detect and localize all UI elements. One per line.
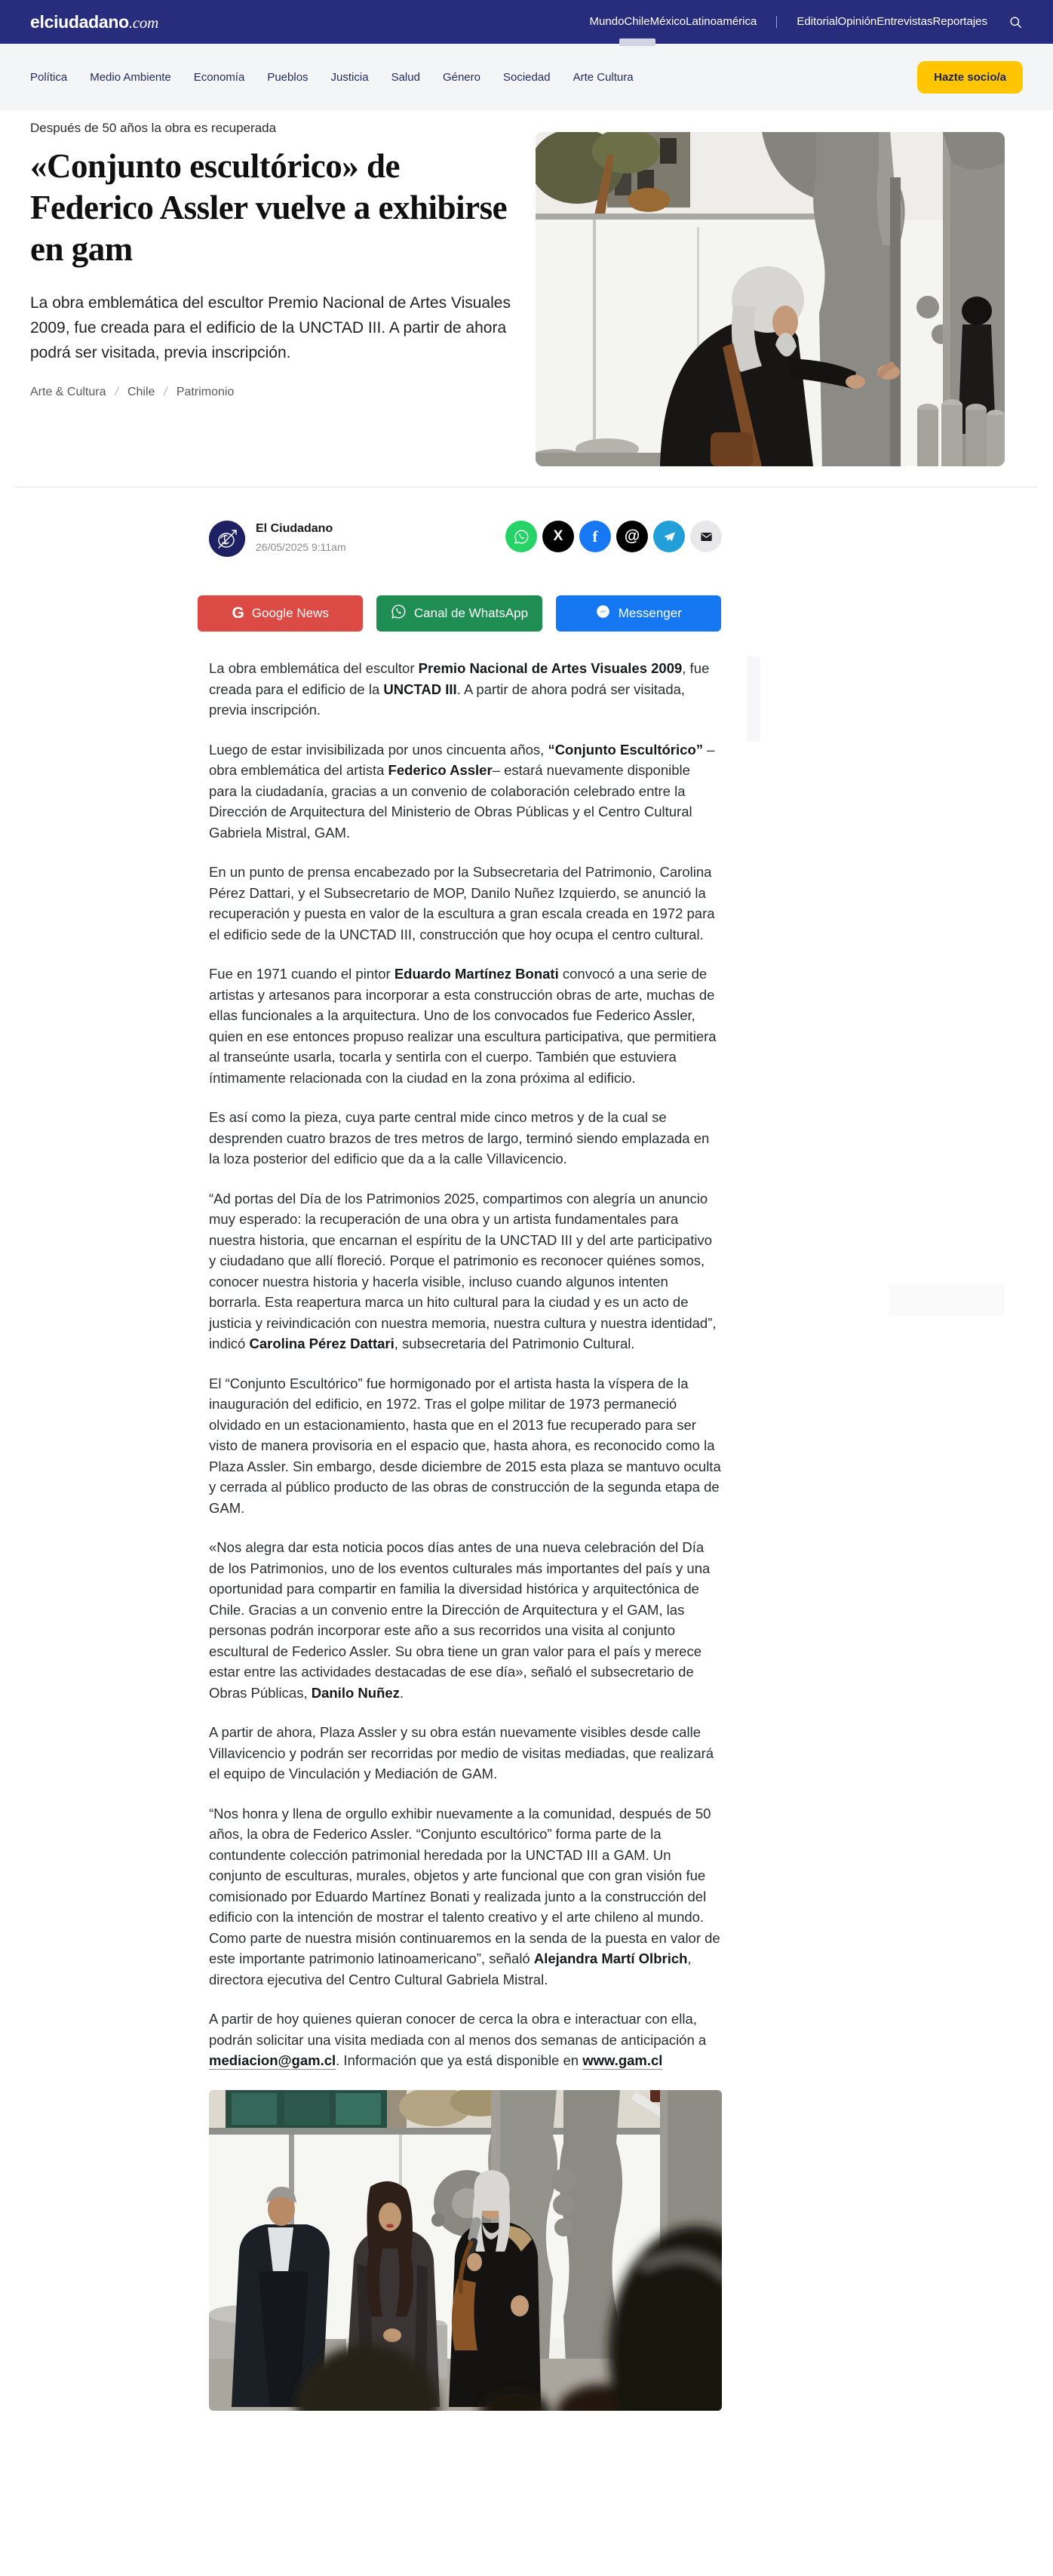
paragraph: “Nos honra y llena de orgullo exhibir nuevamente a la comunidad, después de 50 años, la obra de Federico Assler. “Conjunto escultórico” forma parte de la contundente colección patrimonial heredada por la UNCTAD III a GAM. Un conjunto de esculturas, murales, objetos y arte funcional que con gran visión fue comisionado por Eduardo Martínez Bonati y realizada junto a la construcción del edificio con la intención de mostrar el talento creativo y el arte chileno al mundo. Como parte de nuestra misión continuaremos en la senda de la puesta en valor de este importante patrimonio latinoamericano”, señaló Alejandra Martí Olbrich, directora ejecutiva del Centro Cultural Gabriela Mistral. [209, 1805, 720, 1987]
follow-button[interactable] [198, 595, 363, 632]
ad-placeholder [889, 1283, 1005, 1316]
section-nav-item[interactable]: Arte Cultura [573, 70, 634, 84]
topnav-item[interactable]: Latinoamérica [686, 15, 757, 28]
section-nav-item[interactable]: Pueblos [267, 70, 309, 84]
author-name[interactable]: El Ciudadano [256, 522, 333, 535]
follow-button-icon [391, 604, 407, 623]
follow-buttons [198, 595, 721, 632]
section-nav-item[interactable]: Salud [391, 70, 420, 84]
share-button[interactable]: f [579, 521, 611, 552]
site-logo-main: elciudadano [30, 11, 129, 32]
inline-photo [209, 2090, 722, 2411]
topnav-divider [776, 16, 777, 28]
share-row [505, 521, 722, 552]
body-link[interactable]: mediacion@gam.cl [209, 2052, 336, 2068]
section-nav [0, 44, 1053, 110]
site-logo-suffix: .com [128, 13, 158, 32]
follow-button-label: Canal de WhatsApp [413, 606, 529, 620]
publish-date: 26/05/2025 9:11am [256, 541, 346, 553]
avatar [209, 521, 245, 557]
section-nav-item[interactable]: Sociedad [503, 70, 551, 84]
category-link[interactable]: Arte & Cultura [30, 386, 106, 399]
become-member-button[interactable]: Hazte socio/a [917, 61, 1023, 94]
paragraph: «Nos alegra dar esta noticia pocos días antes de una nueva celebración del Día de los Patrimonios, uno de los eventos culturales más importantes del país y una oportunidad para compartir en familia la diversidad histórica y arquitectónica de Chile. Gracias a un convenio entre la Dirección de Arquitectura y el GAM, las personas podrán incorporar este año a sus recorridos una visita al conjunto escultural de Federico Assler. Su obra tiene un gran valor para el país y merece estar entre las actividades destacadas de ese día», señaló el subsecretario de Obras Públicas, Danilo Nuñez. [209, 1539, 711, 1701]
category-link[interactable]: Chile [127, 386, 155, 399]
paragraph: Fue en 1971 cuando el pintor Eduardo Martínez Bonati convocó a una serie de artistas y artesanos para incorporar a esta construcción obras de arte, muchas de ellas funcionales a la arquitectura. Uno de los convocados fue Federico Assler, quien en ese entonces propuso realizar una escultura participativa, que permitiera al transeúnte usarla, tocarla y sentirla con el cuerpo. También que estuviera íntimamente relacionada con la ciudad en la zona próxima al edificio. [209, 966, 717, 1086]
paragraph: En un punto de prensa encabezado por la Subsecretaria del Patrimonio, Carolina Pérez Dattari, y el Subsecretario de MOP, Danilo Nuñez Izquierdo, se anunció la recuperación y puesta en valor de la escultura a gran escala creada en 1972 para el edificio sede de la UNCTAD III, construcción que hoy ocupa el centro cultural. [209, 864, 715, 942]
paragraph: La obra emblemática del escultor Premio Nacional de Artes Visuales 2009, fue creada para el edificio de la UNCTAD III. A partir de ahora podrá ser visitada, previa inscripción. [209, 660, 710, 718]
page-title: «Conjunto escultórico» de Federico Assler vuelve a exhibirse en gam [30, 147, 508, 268]
top-bar [0, 0, 1053, 44]
author-row [209, 521, 722, 557]
site-logo[interactable] [30, 12, 158, 32]
topnav-item[interactable]: Opinión [837, 15, 877, 28]
topnav-item[interactable]: Chile [624, 15, 650, 28]
follow-button-icon [595, 604, 611, 623]
hero-photo-illustration [536, 132, 1005, 466]
section-nav-item[interactable]: Género [442, 70, 480, 84]
follow-button[interactable] [376, 595, 542, 632]
follow-button-icon: G [232, 604, 244, 622]
share-button[interactable] [505, 521, 537, 552]
follow-button-label: Google News [251, 606, 329, 620]
section-nav-item[interactable]: Justicia [330, 70, 369, 84]
kicker: Después de 50 años la obra es recuperada [30, 121, 277, 135]
paragraph: A partir de ahora, Plaza Assler y su obra están nuevamente visibles desde calle Villavicencio y podrán ser recorridas por medio de visitas mediadas, que realizará el equipo de Vinculación y Mediación de GAM. [209, 1724, 714, 1781]
hero-photo [536, 132, 1005, 466]
author-meta [256, 521, 346, 553]
inline-photo-illustration [209, 2090, 722, 2411]
topnav-item[interactable]: Editorial [797, 15, 838, 28]
topnav-item[interactable]: México [649, 15, 686, 28]
topnav-item[interactable]: Entrevistas [876, 15, 933, 28]
section-nav-item[interactable]: Economía [193, 70, 245, 84]
topnav-item[interactable]: Mundo [589, 15, 625, 28]
body-link[interactable]: www.gam.cl [582, 2052, 663, 2068]
breadcrumb [30, 386, 520, 399]
share-button[interactable]: @ [616, 521, 648, 552]
widget-placeholder [747, 656, 760, 742]
follow-button[interactable] [556, 595, 721, 632]
article-header [30, 121, 520, 399]
share-button[interactable] [653, 521, 685, 552]
top-nav [590, 15, 1023, 29]
section-nav-list [30, 71, 634, 84]
share-button[interactable] [690, 521, 722, 552]
paragraph: Luego de estar invisibilizada por unos cincuenta años, “Conjunto Escultórico” – obra emblemática del artista Federico Assler– estará nuevamente disponible para la ciudadanía, gracias a un convenio de colaboración celebrado entre la Dirección de Arquitectura del Ministerio de Obras Públicas y el Centro Cultural Gabriela Mistral, GAM. [209, 741, 715, 841]
section-nav-item[interactable]: Política [30, 70, 68, 84]
paragraph: El “Conjunto Escultórico” fue hormigonado por el artista hasta la víspera de la inauguración del edificio, en 1972. Tras el golpe militar de 1973 permaneció olvidado en un estacionamiento, hasta que en el 2013 fue recuperado para ser visto de manera provisoria en el espacio que, hasta ahora, es reconocido como la Plaza Assler. Sin embargo, desde diciembre de 2015 esta plaza se mantuvo oculta y cerrada al público producto de las obras de construcción de la segunda etapa de GAM. [209, 1375, 721, 1516]
follow-button-label: Messenger [618, 606, 682, 620]
paragraph: A partir de hoy quienes quieran conocer de cerca la obra e interactuar con ella, podrán solicitar una visita mediada con al menos dos semanas de anticipación a mediacion@gam.cl. Información que ya está disponible en www.gam.cl [209, 2011, 707, 2068]
paragraph: Es así como la pieza, cuya parte central mide cinco metros y de la cual se desprenden cuatro brazos de tres metros de largo, terminó siendo emplazada en la loza posterior del edificio que da a la calle Villavicencio. [209, 1109, 710, 1167]
article-excerpt: La obra emblemática del escultor Premio Nacional de Artes Visuales 2009, fue creada para el edificio de la UNCTAD III. A partir de ahora podrá ser visitada, previa inscripción. [30, 294, 511, 362]
category-link[interactable]: Patrimonio [176, 386, 235, 399]
paragraph-list [209, 658, 722, 2071]
paragraph: “Ad portas del Día de los Patrimonios 2025, compartimos con alegría un anuncio muy esperado: la recuperación de una obra y un artista fundamentales para nuestra historia, que encarnan el espíritu de la UNCTAD III y del arte participativo y ciudadano que allí floreció. Porque el patrimonio es reconocer quiénes somos, conocer nuestra historia y hacerla visible, incluso cuando algunos intenten borrarla. Esta reapertura marca un hito cultural para la ciudad y es un acto de justicia y reivindicación con nuestra memoria, nuestra cultura y nuestra identidad”, indicó Carolina Pérez Dattari, subsecretaria del Patrimonio Cultural. [209, 1190, 717, 1351]
share-button[interactable]: X [542, 521, 574, 552]
article-body [209, 658, 722, 2411]
topnav-item[interactable]: Reportajes [932, 15, 987, 28]
section-nav-item[interactable]: Medio Ambiente [90, 70, 171, 84]
search-icon[interactable] [1008, 15, 1023, 29]
